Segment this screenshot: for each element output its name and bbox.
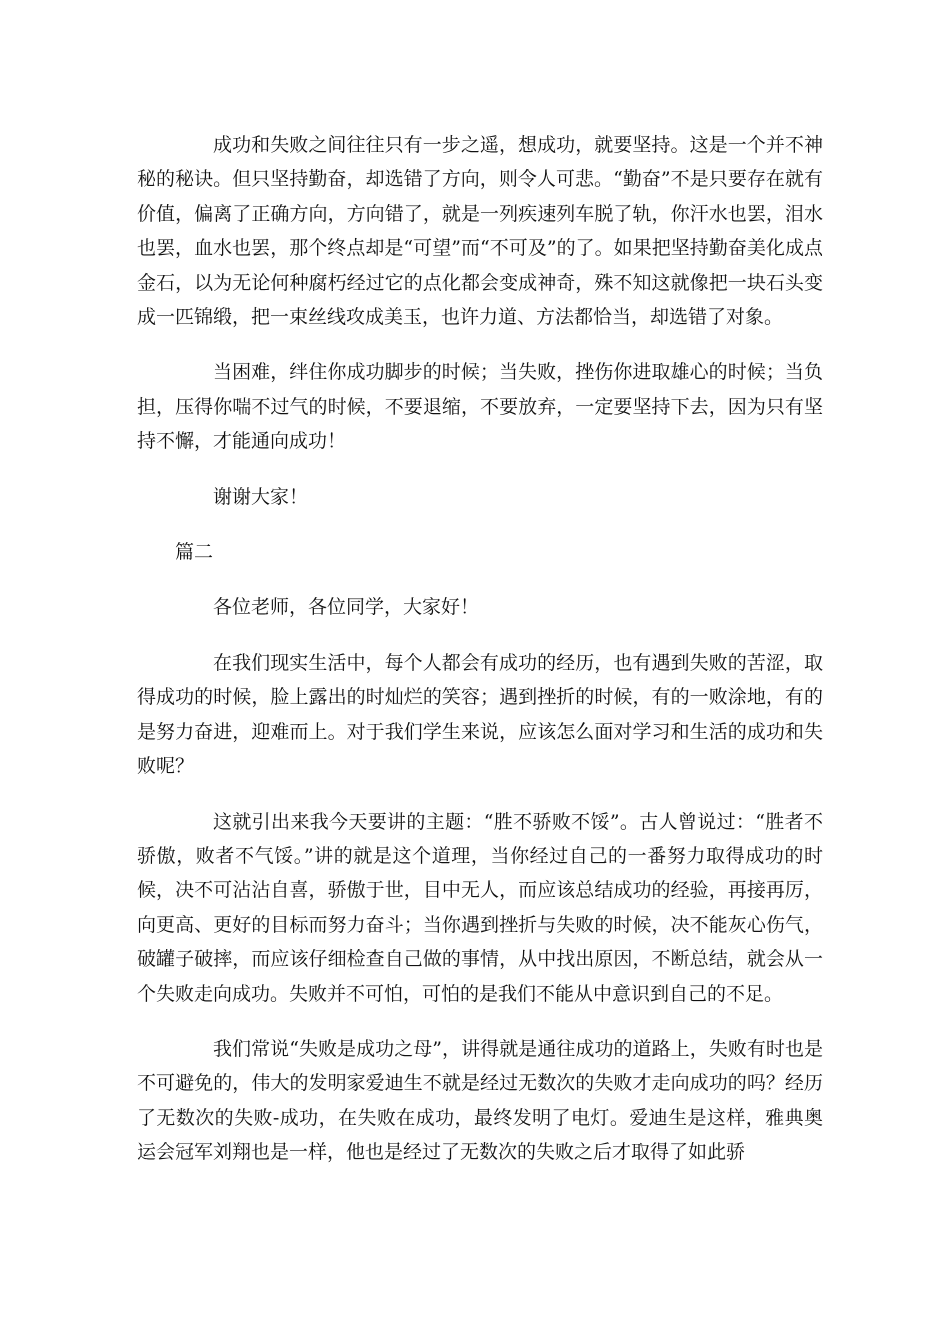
paragraph-life-success-failure: 在我们现实生活中，每个人都会有成功的经历，也有遇到失败的苦涩，取得成功的时候，脸上露出的时灿烂的笑容；遇到挫折的时候，有的一败涂地，有的是努力奋进，迎难而上。对于我们学生来说，应该怎么面对学习和生活的成功和失败呢？: [137, 651, 823, 778]
paragraph-dont-give-up: 当困难，绊住你成功脚步的时候；当失败，挫伤你进取雄心的时候；当负担，压得你喘不过气的时候，不要退缩，不要放弃，一定要坚持下去，因为只有坚持不懈，才能通向成功！: [137, 361, 823, 453]
paragraph-persistence: 成功和失败之间往往只有一步之遥，想成功，就要坚持。这是一个并不神秘的秘诀。但只坚持勤奋，却选错了方向，则令人可悲。“勤奋”不是只要存在就有价值，偏离了正确方向，方向错了，就是一列疾速列车脱了轨，你汗水也罢，泪水也罢，血水也罢，那个终点却是“可望”而“不可及”的了。如果把坚持勤奋美化成点金石，以为无论何种腐朽经过它的点化都会变成神奇，殊不知这就像把一块石头变成一匹锦缎，把一束丝线攻成美玉，也许力道、方法都恰当，却选错了对象。: [137, 134, 823, 329]
section-heading-part-two: 篇二: [175, 541, 214, 564]
paragraph-failure-mother-of-success: 我们常说“失败是成功之母”，讲得就是通往成功的道路上，失败有时也是不可避免的，伟大的发明家爱迪生不就是经过无数次的失败才走向成功的吗？经历了无数次的失败-成功，在失败在成功，最终发明了电灯。爱迪生是这样，雅典奥运会冠军刘翔也是一样，他也是经过了无数次的失败之后才取得了如此骄: [137, 1037, 823, 1164]
paragraph-theme: 这就引出来我今天要讲的主题：“胜不骄败不馁”。古人曾说过：“胜者不骄傲，败者不气馁。”讲的就是这个道理，当你经过自己的一番努力取得成功的时候，决不可沾沾自喜，骄傲于世，目中无人，而应该总结成功的经验，再接再厉，向更高、更好的目标而努力奋斗；当你遇到挫折与失败的时候，决不能灰心伤气，破罐子破摔，而应该仔细检查自己做的事情，从中找出原因，不断总结，就会从一个失败走向成功。失败并不可怕，可怕的是我们不能从中意识到自己的不足。: [137, 810, 823, 1005]
document-body: [137, 128, 823, 1191]
paragraph-thanks: 谢谢大家！: [213, 485, 309, 508]
paragraph-greeting: 各位老师，各位同学，大家好！: [213, 596, 480, 619]
